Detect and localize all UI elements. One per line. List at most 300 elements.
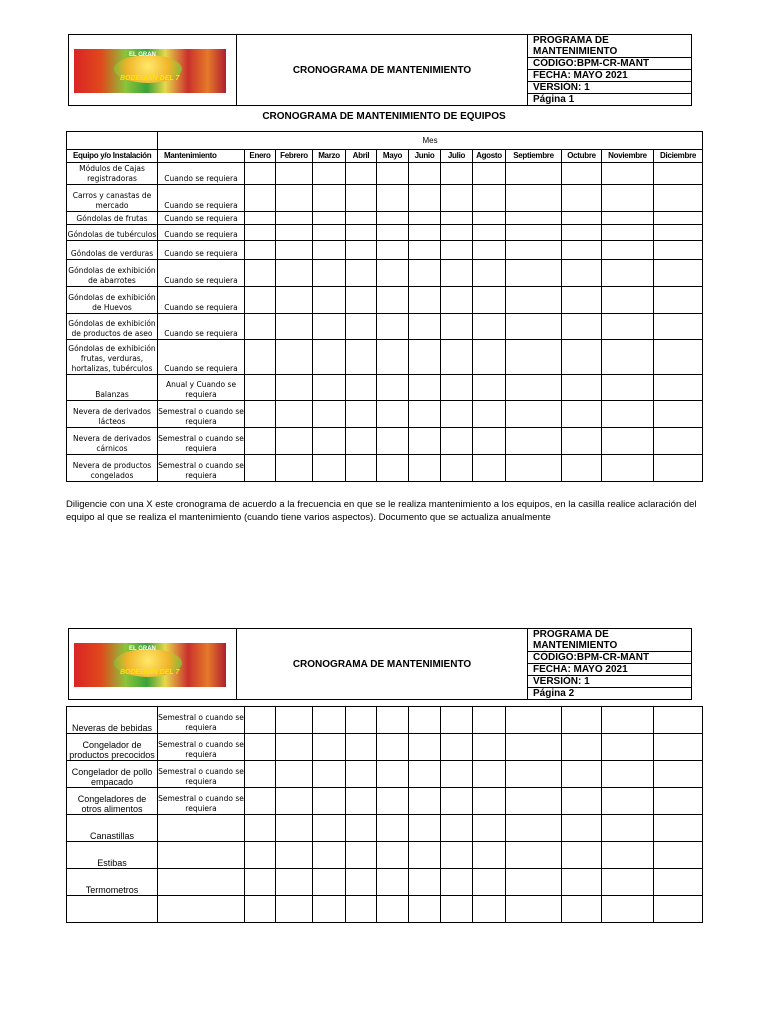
- schedule-cell[interactable]: [562, 869, 602, 896]
- schedule-cell[interactable]: [562, 455, 602, 482]
- schedule-cell[interactable]: [313, 225, 346, 241]
- schedule-cell[interactable]: [313, 185, 346, 212]
- schedule-cell[interactable]: [654, 241, 703, 260]
- schedule-cell[interactable]: [377, 788, 409, 815]
- schedule-cell[interactable]: [346, 455, 377, 482]
- schedule-cell[interactable]: [377, 401, 409, 428]
- equipment-cell: Góndolas de exhibición de productos de aseo: [67, 314, 158, 340]
- schedule-cell[interactable]: [602, 761, 654, 788]
- schedule-cell[interactable]: [276, 375, 313, 401]
- schedule-cell[interactable]: [377, 163, 409, 185]
- schedule-cell[interactable]: [346, 185, 377, 212]
- schedule-cell[interactable]: [562, 241, 602, 260]
- schedule-cell[interactable]: [441, 815, 473, 842]
- document-header-page-1: [68, 34, 692, 106]
- schedule-cell[interactable]: [245, 734, 276, 761]
- schedule-cell[interactable]: [245, 185, 276, 212]
- schedule-cell[interactable]: [562, 734, 602, 761]
- schedule-cell[interactable]: [473, 455, 506, 482]
- schedule-cell[interactable]: [276, 212, 313, 225]
- schedule-cell[interactable]: [377, 212, 409, 225]
- schedule-cell[interactable]: [473, 340, 506, 375]
- equipment-cell: Termometros: [67, 869, 158, 896]
- schedule-cell[interactable]: [506, 340, 562, 375]
- schedule-cell[interactable]: [506, 869, 562, 896]
- schedule-cell[interactable]: [313, 340, 346, 375]
- schedule-cell[interactable]: [245, 428, 276, 455]
- schedule-cell[interactable]: [313, 163, 346, 185]
- schedule-cell[interactable]: [346, 428, 377, 455]
- document-version: VERSIÓN: 1: [528, 676, 692, 688]
- schedule-cell[interactable]: [409, 241, 441, 260]
- program-name: PROGRAMA DE MANTENIMIENTO: [528, 35, 692, 58]
- schedule-cell[interactable]: [276, 815, 313, 842]
- schedule-cell[interactable]: [377, 761, 409, 788]
- schedule-cell[interactable]: [602, 163, 654, 185]
- schedule-cell[interactable]: [654, 455, 703, 482]
- schedule-cell[interactable]: [602, 788, 654, 815]
- schedule-cell[interactable]: [654, 428, 703, 455]
- month-header-julio: Julio: [441, 150, 473, 163]
- schedule-cell[interactable]: [441, 707, 473, 734]
- schedule-cell[interactable]: [562, 287, 602, 314]
- maintenance-frequency-cell: Semestral o cuando se requiera: [158, 401, 245, 428]
- schedule-cell[interactable]: [562, 225, 602, 241]
- table-row: [67, 241, 703, 260]
- schedule-cell[interactable]: [313, 455, 346, 482]
- schedule-cell[interactable]: [602, 707, 654, 734]
- schedule-cell[interactable]: [313, 788, 346, 815]
- month-header-febrero: Febrero: [276, 150, 313, 163]
- schedule-cell[interactable]: [245, 707, 276, 734]
- schedule-cell[interactable]: [377, 896, 409, 923]
- schedule-cell[interactable]: [602, 869, 654, 896]
- schedule-cell[interactable]: [441, 428, 473, 455]
- schedule-cell[interactable]: [377, 225, 409, 241]
- equipment-cell: Congelador de productos precocidos: [67, 734, 158, 761]
- schedule-cell[interactable]: [506, 212, 562, 225]
- table-row: [67, 212, 703, 225]
- schedule-cell[interactable]: [276, 314, 313, 340]
- schedule-cell[interactable]: [562, 260, 602, 287]
- schedule-cell[interactable]: [245, 842, 276, 869]
- schedule-cell[interactable]: [473, 815, 506, 842]
- schedule-cell[interactable]: [313, 375, 346, 401]
- maintenance-frequency-cell: Semestral o cuando se requiera: [158, 707, 245, 734]
- schedule-cell[interactable]: [506, 815, 562, 842]
- schedule-cell[interactable]: [654, 815, 703, 842]
- logo-cell: [69, 35, 237, 106]
- schedule-cell[interactable]: [602, 375, 654, 401]
- schedule-cell[interactable]: [562, 163, 602, 185]
- schedule-cell[interactable]: [562, 815, 602, 842]
- equipment-cell: Carros y canastas de mercado: [67, 185, 158, 212]
- schedule-cell[interactable]: [377, 869, 409, 896]
- schedule-cell[interactable]: [276, 761, 313, 788]
- schedule-cell[interactable]: [377, 707, 409, 734]
- schedule-cell[interactable]: [654, 842, 703, 869]
- schedule-cell[interactable]: [441, 260, 473, 287]
- schedule-cell[interactable]: [346, 896, 377, 923]
- schedule-cell[interactable]: [441, 401, 473, 428]
- schedule-cell[interactable]: [245, 260, 276, 287]
- schedule-cell[interactable]: [276, 788, 313, 815]
- schedule-cell[interactable]: [346, 212, 377, 225]
- schedule-cell[interactable]: [441, 163, 473, 185]
- schedule-cell[interactable]: [506, 375, 562, 401]
- schedule-cell[interactable]: [602, 815, 654, 842]
- schedule-cell[interactable]: [245, 340, 276, 375]
- equipment-cell: Congeladores de otros alimentos: [67, 788, 158, 815]
- schedule-cell[interactable]: [377, 815, 409, 842]
- schedule-cell[interactable]: [473, 842, 506, 869]
- schedule-cell[interactable]: [654, 314, 703, 340]
- schedule-cell[interactable]: [654, 401, 703, 428]
- schedule-cell[interactable]: [506, 428, 562, 455]
- schedule-cell[interactable]: [245, 212, 276, 225]
- schedule-cell[interactable]: [346, 815, 377, 842]
- schedule-cell[interactable]: [409, 707, 441, 734]
- schedule-cell[interactable]: [346, 401, 377, 428]
- schedule-cell[interactable]: [506, 734, 562, 761]
- schedule-cell[interactable]: [409, 401, 441, 428]
- schedule-cell[interactable]: [409, 761, 441, 788]
- schedule-cell[interactable]: [441, 896, 473, 923]
- schedule-cell[interactable]: [473, 241, 506, 260]
- schedule-cell[interactable]: [654, 761, 703, 788]
- month-header-junio: Junio: [409, 150, 441, 163]
- schedule-cell[interactable]: [313, 761, 346, 788]
- schedule-cell[interactable]: [245, 788, 276, 815]
- page-number: Página 1: [528, 94, 692, 106]
- month-header-agosto: Agosto: [473, 150, 506, 163]
- schedule-cell[interactable]: [654, 225, 703, 241]
- schedule-cell[interactable]: [506, 314, 562, 340]
- document-version: VERSIÓN: 1: [528, 82, 692, 94]
- schedule-cell[interactable]: [245, 761, 276, 788]
- company-logo: EL GRAN BODEGUÍN DEL 7: [74, 49, 226, 93]
- schedule-cell[interactable]: [602, 401, 654, 428]
- schedule-cell[interactable]: [562, 896, 602, 923]
- schedule-cell[interactable]: [313, 287, 346, 314]
- schedule-cell[interactable]: [377, 340, 409, 375]
- schedule-cell[interactable]: [409, 287, 441, 314]
- column-header-equipo: Equipo y/o Instalación: [67, 150, 158, 163]
- schedule-cell[interactable]: [506, 707, 562, 734]
- schedule-cell[interactable]: [409, 260, 441, 287]
- maintenance-frequency-cell: Semestral o cuando se requiera: [158, 788, 245, 815]
- schedule-cell[interactable]: [506, 788, 562, 815]
- schedule-cell[interactable]: [409, 734, 441, 761]
- schedule-cell[interactable]: [346, 225, 377, 241]
- schedule-cell[interactable]: [441, 225, 473, 241]
- schedule-cell[interactable]: [473, 375, 506, 401]
- equipment-cell: Nevera de productos congelados: [67, 455, 158, 482]
- schedule-cell[interactable]: [313, 815, 346, 842]
- schedule-cell[interactable]: [276, 401, 313, 428]
- schedule-cell[interactable]: [654, 185, 703, 212]
- schedule-cell[interactable]: [245, 455, 276, 482]
- schedule-cell[interactable]: [602, 428, 654, 455]
- schedule-cell[interactable]: [654, 869, 703, 896]
- schedule-cell[interactable]: [506, 455, 562, 482]
- schedule-cell[interactable]: [473, 185, 506, 212]
- schedule-cell[interactable]: [276, 340, 313, 375]
- schedule-cell[interactable]: [441, 455, 473, 482]
- schedule-cell[interactable]: [245, 314, 276, 340]
- schedule-cell[interactable]: [562, 185, 602, 212]
- schedule-cell[interactable]: [276, 225, 313, 241]
- schedule-cell[interactable]: [377, 241, 409, 260]
- schedule-cell[interactable]: [441, 241, 473, 260]
- schedule-cell[interactable]: [245, 815, 276, 842]
- schedule-cell[interactable]: [245, 896, 276, 923]
- schedule-cell[interactable]: [409, 896, 441, 923]
- schedule-cell[interactable]: [276, 896, 313, 923]
- document-code: CÓDIGO:BPM-CR-MANT: [528, 652, 692, 664]
- schedule-cell[interactable]: [506, 761, 562, 788]
- schedule-cell[interactable]: [276, 163, 313, 185]
- schedule-cell[interactable]: [409, 185, 441, 212]
- schedule-cell[interactable]: [346, 869, 377, 896]
- schedule-cell[interactable]: [276, 287, 313, 314]
- schedule-cell[interactable]: [409, 225, 441, 241]
- schedule-cell[interactable]: [409, 375, 441, 401]
- schedule-cell[interactable]: [473, 734, 506, 761]
- schedule-cell[interactable]: [562, 375, 602, 401]
- schedule-cell[interactable]: [313, 428, 346, 455]
- schedule-cell[interactable]: [377, 185, 409, 212]
- table-row: [67, 788, 703, 815]
- schedule-cell[interactable]: [654, 340, 703, 375]
- schedule-cell[interactable]: [313, 842, 346, 869]
- schedule-cell[interactable]: [276, 260, 313, 287]
- schedule-cell[interactable]: [409, 842, 441, 869]
- schedule-cell[interactable]: [346, 241, 377, 260]
- schedule-cell[interactable]: [346, 314, 377, 340]
- maintenance-frequency-cell: Cuando se requiera: [158, 241, 245, 260]
- maintenance-frequency-cell: Anual y Cuando se requiera: [158, 375, 245, 401]
- schedule-cell[interactable]: [377, 375, 409, 401]
- maintenance-frequency-cell: Semestral o cuando se requiera: [158, 455, 245, 482]
- schedule-cell[interactable]: [562, 428, 602, 455]
- schedule-cell[interactable]: [276, 842, 313, 869]
- table-row: [67, 340, 703, 375]
- schedule-cell[interactable]: [276, 428, 313, 455]
- schedule-cell[interactable]: [313, 212, 346, 225]
- schedule-cell[interactable]: [654, 212, 703, 225]
- schedule-cell[interactable]: [276, 455, 313, 482]
- schedule-cell[interactable]: [346, 761, 377, 788]
- schedule-cell[interactable]: [473, 163, 506, 185]
- schedule-cell[interactable]: [506, 287, 562, 314]
- document-header-page-2: [68, 628, 692, 700]
- schedule-cell[interactable]: [473, 260, 506, 287]
- schedule-cell[interactable]: [346, 842, 377, 869]
- schedule-cell[interactable]: [602, 260, 654, 287]
- schedule-cell[interactable]: [473, 761, 506, 788]
- schedule-cell[interactable]: [409, 314, 441, 340]
- schedule-cell[interactable]: [276, 707, 313, 734]
- schedule-cell[interactable]: [276, 241, 313, 260]
- schedule-cell[interactable]: [654, 163, 703, 185]
- schedule-cell[interactable]: [409, 212, 441, 225]
- schedule-cell[interactable]: [654, 707, 703, 734]
- schedule-cell[interactable]: [602, 225, 654, 241]
- schedule-cell[interactable]: [602, 314, 654, 340]
- schedule-cell[interactable]: [506, 842, 562, 869]
- schedule-cell[interactable]: [409, 340, 441, 375]
- schedule-cell[interactable]: [377, 842, 409, 869]
- schedule-cell[interactable]: [346, 287, 377, 314]
- maintenance-frequency-cell: [158, 869, 245, 896]
- schedule-cell[interactable]: [276, 734, 313, 761]
- schedule-cell[interactable]: [562, 761, 602, 788]
- schedule-cell[interactable]: [245, 225, 276, 241]
- schedule-cell[interactable]: [313, 314, 346, 340]
- schedule-cell[interactable]: [602, 185, 654, 212]
- schedule-cell[interactable]: [245, 401, 276, 428]
- schedule-cell[interactable]: [377, 287, 409, 314]
- schedule-cell[interactable]: [506, 163, 562, 185]
- schedule-cell[interactable]: [562, 842, 602, 869]
- schedule-cell[interactable]: [441, 842, 473, 869]
- schedule-cell[interactable]: [654, 287, 703, 314]
- maintenance-frequency-cell: Cuando se requiera: [158, 314, 245, 340]
- section-title: CRONOGRAMA DE MANTENIMIENTO DE EQUIPOS: [262, 111, 506, 122]
- schedule-cell[interactable]: [602, 212, 654, 225]
- schedule-cell[interactable]: [377, 260, 409, 287]
- schedule-cell[interactable]: [409, 428, 441, 455]
- schedule-cell[interactable]: [245, 287, 276, 314]
- schedule-cell[interactable]: [602, 340, 654, 375]
- schedule-cell[interactable]: [473, 401, 506, 428]
- schedule-cell[interactable]: [506, 241, 562, 260]
- schedule-cell[interactable]: [602, 734, 654, 761]
- schedule-cell[interactable]: [562, 314, 602, 340]
- schedule-cell[interactable]: [562, 707, 602, 734]
- schedule-cell[interactable]: [377, 428, 409, 455]
- schedule-cell[interactable]: [506, 260, 562, 287]
- schedule-cell[interactable]: [409, 455, 441, 482]
- schedule-cell[interactable]: [654, 788, 703, 815]
- schedule-cell[interactable]: [245, 241, 276, 260]
- schedule-cell[interactable]: [377, 314, 409, 340]
- schedule-cell[interactable]: [313, 260, 346, 287]
- schedule-cell[interactable]: [409, 788, 441, 815]
- schedule-cell[interactable]: [313, 401, 346, 428]
- schedule-cell[interactable]: [409, 815, 441, 842]
- schedule-cell[interactable]: [654, 375, 703, 401]
- schedule-cell[interactable]: [654, 734, 703, 761]
- schedule-cell[interactable]: [473, 212, 506, 225]
- schedule-cell[interactable]: [346, 375, 377, 401]
- schedule-cell[interactable]: [602, 896, 654, 923]
- table-row: [67, 225, 703, 241]
- schedule-cell[interactable]: [276, 869, 313, 896]
- schedule-cell[interactable]: [346, 163, 377, 185]
- schedule-cell[interactable]: [313, 896, 346, 923]
- document-code: CÓDIGO:BPM-CR-MANT: [528, 58, 692, 70]
- schedule-cell[interactable]: [602, 241, 654, 260]
- schedule-cell[interactable]: [506, 401, 562, 428]
- schedule-cell[interactable]: [377, 455, 409, 482]
- schedule-cell[interactable]: [313, 869, 346, 896]
- equipment-cell: Nevera de derivados lácteos: [67, 401, 158, 428]
- schedule-cell[interactable]: [562, 340, 602, 375]
- schedule-cell[interactable]: [441, 761, 473, 788]
- schedule-cell[interactable]: [377, 734, 409, 761]
- equipment-cell: Góndolas de exhibición frutas, verduras, hortalizas, tubérculos: [67, 340, 158, 375]
- equipment-cell: Estibas: [67, 842, 158, 869]
- schedule-cell[interactable]: [346, 734, 377, 761]
- schedule-cell[interactable]: [276, 185, 313, 212]
- schedule-cell[interactable]: [506, 185, 562, 212]
- schedule-cell[interactable]: [313, 241, 346, 260]
- schedule-cell[interactable]: [441, 734, 473, 761]
- schedule-cell[interactable]: [409, 869, 441, 896]
- schedule-cell[interactable]: [441, 287, 473, 314]
- schedule-cell[interactable]: [562, 401, 602, 428]
- schedule-cell[interactable]: [346, 707, 377, 734]
- schedule-cell[interactable]: [346, 260, 377, 287]
- schedule-cell[interactable]: [654, 260, 703, 287]
- schedule-cell[interactable]: [473, 869, 506, 896]
- schedule-cell[interactable]: [441, 788, 473, 815]
- schedule-cell[interactable]: [473, 287, 506, 314]
- schedule-cell[interactable]: [245, 163, 276, 185]
- schedule-cell[interactable]: [441, 185, 473, 212]
- schedule-cell[interactable]: [441, 375, 473, 401]
- schedule-cell[interactable]: [473, 225, 506, 241]
- logo-cell: [69, 629, 237, 700]
- schedule-cell[interactable]: [562, 788, 602, 815]
- schedule-cell[interactable]: [562, 212, 602, 225]
- schedule-cell[interactable]: [441, 314, 473, 340]
- schedule-cell[interactable]: [245, 869, 276, 896]
- schedule-cell[interactable]: [409, 163, 441, 185]
- schedule-cell[interactable]: [473, 428, 506, 455]
- schedule-cell[interactable]: [441, 340, 473, 375]
- schedule-cell[interactable]: [346, 788, 377, 815]
- schedule-cell[interactable]: [313, 707, 346, 734]
- schedule-cell[interactable]: [245, 375, 276, 401]
- schedule-cell[interactable]: [602, 842, 654, 869]
- schedule-cell[interactable]: [654, 896, 703, 923]
- schedule-cell[interactable]: [346, 340, 377, 375]
- schedule-cell[interactable]: [441, 869, 473, 896]
- table-row: [67, 734, 703, 761]
- maintenance-frequency-cell: Cuando se requiera: [158, 260, 245, 287]
- schedule-cell[interactable]: [473, 707, 506, 734]
- schedule-cell[interactable]: [602, 287, 654, 314]
- table-row: [67, 869, 703, 896]
- schedule-cell[interactable]: [506, 896, 562, 923]
- equipment-cell: Góndolas de exhibición de abarrotes: [67, 260, 158, 287]
- schedule-cell[interactable]: [602, 455, 654, 482]
- maintenance-frequency-cell: Cuando se requiera: [158, 340, 245, 375]
- schedule-cell[interactable]: [506, 225, 562, 241]
- schedule-cell[interactable]: [473, 314, 506, 340]
- table-row: [67, 287, 703, 314]
- schedule-cell[interactable]: [473, 788, 506, 815]
- schedule-cell[interactable]: [441, 212, 473, 225]
- schedule-cell[interactable]: [473, 896, 506, 923]
- equipment-cell: Neveras de bebidas: [67, 707, 158, 734]
- month-header-diciembre: Diciembre: [654, 150, 703, 163]
- schedule-cell[interactable]: [313, 734, 346, 761]
- document-title: CRONOGRAMA DE MANTENIMIENTO: [237, 629, 528, 700]
